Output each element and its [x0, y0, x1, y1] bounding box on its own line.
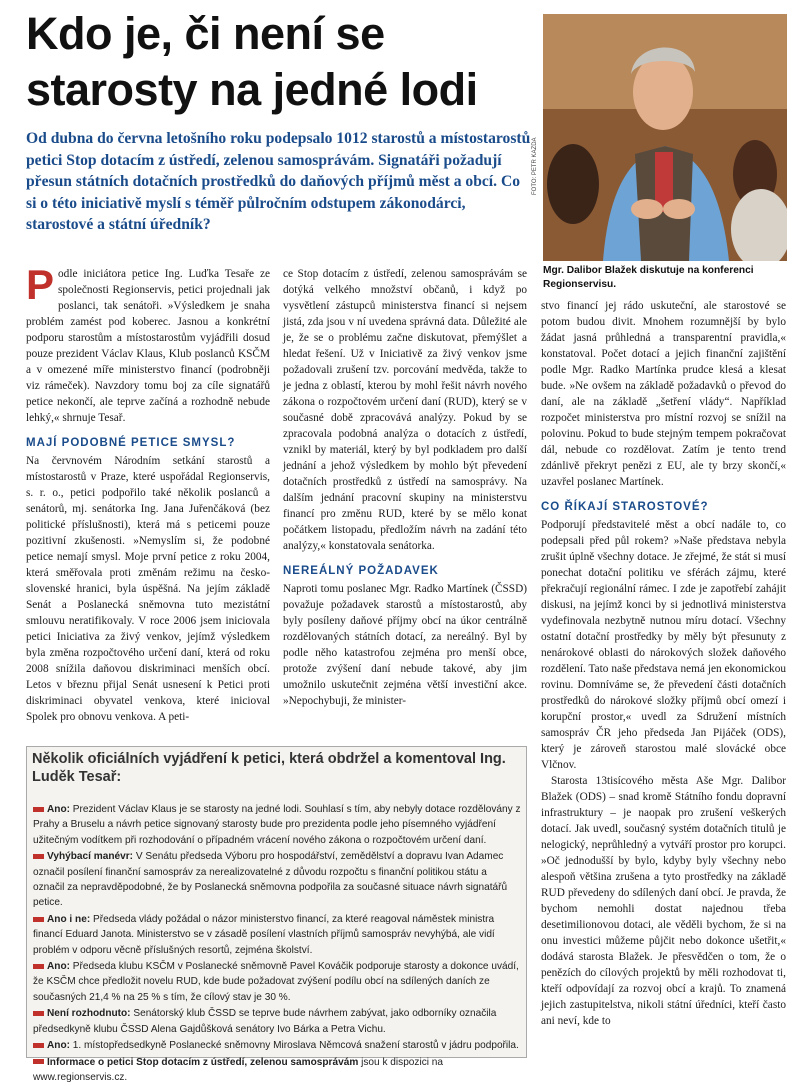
article-lead: Od dubna do června letošního roku podepsalo 1012 starostů a místostarostů petici Stop dotacím z ústředí, zelenou samosprávám. Signatáři požadují přesun státních dotačních prostředků do daňových příjmů měst a obcí. Co si o této iniciativě myslí s téměř půlročním odstupem zákonodárci, starostové a státní úředník? — [26, 130, 531, 234]
paragraph: Na červnovém Národním setkání starostů a místostarostů v Praze, které uspořádal Regionservis, s. r. o., petici podpořilo také několik poslanců a senátorů, mj. senátorka Ing. Jana Juřenčáková (bez politické příslušnosti), která má s peticemi pouze pozitivní zkušenosti. »Nemyslím si, že podobné petice nemají smysl. Moje první petice z roku 2004, která směřovala proti změnám režimu na česko-slovenské hranici, byla úspěšná. Na jejím základě Senát a Poslanecká sněmovna tuto mezistátní smlouvu neratifikovaly. V roce 2006 jsem iniciovala petici Iniciativa za živý venkov, jejímž výsledkem byla změna rozpočtového určení daní, která od roku 2008 snížila daňovou diskriminaci menších obcí. Letos v březnu přijal Senát usnesení k Petici proti diskriminaci obyvatel venkova, které inicioval Spolek pro obnovu venkova. A peti- — [26, 455, 270, 723]
photo-credit: FOTO: PETR KAZDA — [532, 137, 538, 195]
bullet-icon — [33, 1059, 44, 1064]
list-item: Ano: Prezident Václav Klaus je se starosty na jedné lodi. Souhlasí s tím, aby nebyly dotace rozdělovány z Prahy a Bruselu a návrh petice signovaný starosty bude pro prezidenta podle jeho písemného vyjádření užitečným vodítkem při rozhodování o případném vrácení nového zákona o rozpočtovém určení daní. — [33, 804, 521, 846]
bullet-icon — [33, 1011, 44, 1016]
sidebar-box — [26, 746, 527, 1083]
bullet-icon — [33, 917, 44, 922]
column-1 — [26, 261, 270, 725]
subheading: MAJÍ PODOBNÉ PETICE SMYSL? — [26, 437, 236, 449]
subheading: CO ŘÍKAJÍ STAROSTOVÉ? — [541, 501, 709, 513]
subheading: NEREÁLNÝ POŽADAVEK — [283, 565, 439, 577]
drop-cap: P — [26, 261, 55, 308]
list-item: Není rozhodnuto: Senátorský klub ČSSD se teprve bude návrhem zabývat, jako odborníky označila předsedkyně klubu ČSSD Alena Gajdůšková senátory Ivo Bárka a Petra Vichu. — [33, 1008, 497, 1035]
column-2 — [283, 266, 527, 709]
paragraph: Naproti tomu poslanec Mgr. Radko Martínek (ČSSD) považuje požadavek starostů a místostarostů, aby byly posíleny daňové příjmy obcí na úkor centrálně rozdělovaných státních dotací, za nereálný. Byl by podle něho katastrofou zejména pro menší obce, protože zvýšení daní nebude takové, aby jim umožnilo uskutečnit zejména větší investiční akce. »Nepochybuji, že minister- — [283, 583, 527, 707]
article-headline: Kdo je, či není se starosty na jedné lodi — [26, 8, 478, 115]
list-item: Vyhýbací manévr: V Senátu předseda Výboru pro hospodářství, zemědělství a dopravu Ivan Adamec označil posílení finanční samospráv za nerealizovatelné z důvodu rozpočtu s finanční politikou státu a označil za nepravděpodobné, že by Poslanecká sněmovna podpořila za současné situace návrh signatářů petice. — [33, 851, 508, 909]
bullet-icon — [33, 964, 44, 969]
box-title: Několik oficiálních vyjádření k petici, která obdržel a komentoval Ing. Luděk Tesař: — [32, 751, 506, 785]
bullet-icon — [33, 854, 44, 859]
list-item: Ano: Předseda klubu KSČM v Poslanecké sněmovně Pavel Kováčik podporuje starosty a dokonce uvádí, že KSČM chce předložit novelu RUD, kde bude požadovat zvýšení podílu obcí na sdílených daních ze současných 21,4 % na 25 % s tím, že cílový stav je 30 %. — [33, 961, 519, 1003]
list-item: Informace o petici Stop dotacím z ústředí, zelenou samosprávám jsou k dispozici na www.regionservis.cz. — [33, 1056, 444, 1083]
photo-caption: Mgr. Dalibor Blažek diskutuje na konferenci Regionservisu. — [543, 265, 754, 290]
paragraph: stvo financí jej rádo uskuteční, ale starostové se potom budou divit. Mnohem rozumnější by bylo žádat jasná průhledná a transparentní pravidla,« konstatoval. Počet dotací a jejich finanční zajištění podle Mgr. Radko Martínka prudce klesá a klesat bude. »Ne ovšem na základě požadavků o převod do daní, ale na základě „šetření vlády“. Například rozpočet ministerstva pro místní rozvoj se snížil na polovinu. Pokud to bude stejným tempem pokračovat dál, nebude co rozdělovat. Zatím je tento trend zdánlivě překryt penězi z EU, ale ty brzy skončí,« uzavřel poslanec Martínek. — [541, 300, 786, 488]
paragraph: Podporují představitelé měst a obcí nadále to, co podepsali před půl rokem? »Naše představa nebyla zrušit úplně všechny dotace. Je zřejmé, že stát si musí ponechat dotační politiku ve sférách zájmu, které překračují regionální rámec. I zde je zapotřebí zahájit diskusi, na jejímž konci by si jednotlivá ministerstva vydefinovala nezbytně nutnou míru dotací. Všechny ostatní dotační prostředky by měly být přesunuty z nenárokové oblasti do nárokových složek daňového rozdělení. Tato naše představa nemá jen ekonomickou rovinu. Domníváme se, že převedení části dotačních prostředků do nárokové složky příjmů obcí omezí i korupční prostor,« uvedl za Sdružení místních samospráv ČR jeho předseda Jan Pijáček (ODS), který je zároveň starostou malé slovácké obce Vlčnov. — [541, 519, 786, 771]
bullet-icon — [33, 807, 44, 812]
article-photo — [543, 14, 787, 261]
column-3 — [541, 298, 786, 1029]
paragraph: Starosta 13tisícového města Aše Mgr. Dalibor Blažek (ODS) – snad kromě Státního fondu dopravní infrastruktury – je naopak pro zrušení veškerých dotací. Jak uvedl, současný systém dotačních titulů je nelogický, neprůhledný a vytváří prostor pro korupci. »Oč jednodušší by bylo, kdyby byly všechny nebo alespoň většina zrušena a tyto prostředky na základě RUD převedeny do sdílených daní obcí. Je pravda, že bychom nemohli dostat najednou třeba desetimilionovou dotaci, ale věděli bychom, že si na onu investici můžeme půjčit nebo dokonce ušetřit,« dodává starosta Blažek. Je přesvědčen o tom, že o penězích do cílových projektů by měli rozhodovat ti, kteří odpovídají za rozvoj obcí a krajů. To znamená jejich zastupitelstva, nikoli státní úředníci, kteří často ani neví, kde to — [541, 775, 786, 1027]
list-item: Ano: 1. místopředsedkyně Poslanecké sněmovny Miroslava Němcová snažení starostů v jádru podpořila. — [33, 1038, 521, 1053]
paragraph: ce Stop dotacím z ústředí, zelenou samosprávám se dotýká velkého množství občanů, i když po vysvětlení zástupců ministerstva financí si nejsem jistá, zda jsou v ní uvedena správná data. Důležité ale je, že se o problému začne diskutovat, přemýšlet a hledat řešení. Už v Iniciativě za živý venkov jsme požadovali zrušení tzv. porcování medvěda, takže to je jedna z oblastí, kterou by mohl řešit návrh nového zákona o rozpočtovém určení daní (RUD), který se v současné době zpracovává analýzy. Pokud by se zpracovala podobná analýza o dotacích z ústředí, vznikl by materiál, který by byl podkladem pro další jednání a jehož výsledkem by mohlo být převedení dotačních prostředků z ústředí na samosprávy. Na dalším jednání pracovní skupiny na ministerstvu financí pro změnu RUD, které by se mělo konat počátkem listopadu, předložím návrh na zadání této analýzy,« konstatovala senátorka. — [283, 268, 527, 552]
bullet-icon — [33, 1043, 44, 1048]
list-item: Ano i ne: Předseda vlády požádal o názor ministerstvo financí, za které reagoval náměstek ministra financí Eduard Janota. Ministerstvo se v zásadě posílení vlastních příjmů samospráv nevyhýbá, ale vidí problém v odporu věcně příslušných resortů, zejména školství. — [33, 913, 495, 956]
paragraph: odle iniciátora petice Ing. Luďka Tesaře ze společnosti Regionservis, petici projednali jak poslanci, tak senátoři. »Výsledkem je snaha problém zamést pod koberec. Jasnou a konkrétní podporu starostům a místostarostům vyjádřili dosud pouze prezident Václav Klaus, Klub poslanců KSČM a v omezené míře ministerstvo financí (podrobněji viz rámeček). Navzdory tomu boj za cíle signatářů petice nekončí, ale teprve začíná a rozhodně nebude lehký,« shrnuje Tesař. — [26, 268, 270, 424]
statement-list — [33, 802, 521, 1086]
